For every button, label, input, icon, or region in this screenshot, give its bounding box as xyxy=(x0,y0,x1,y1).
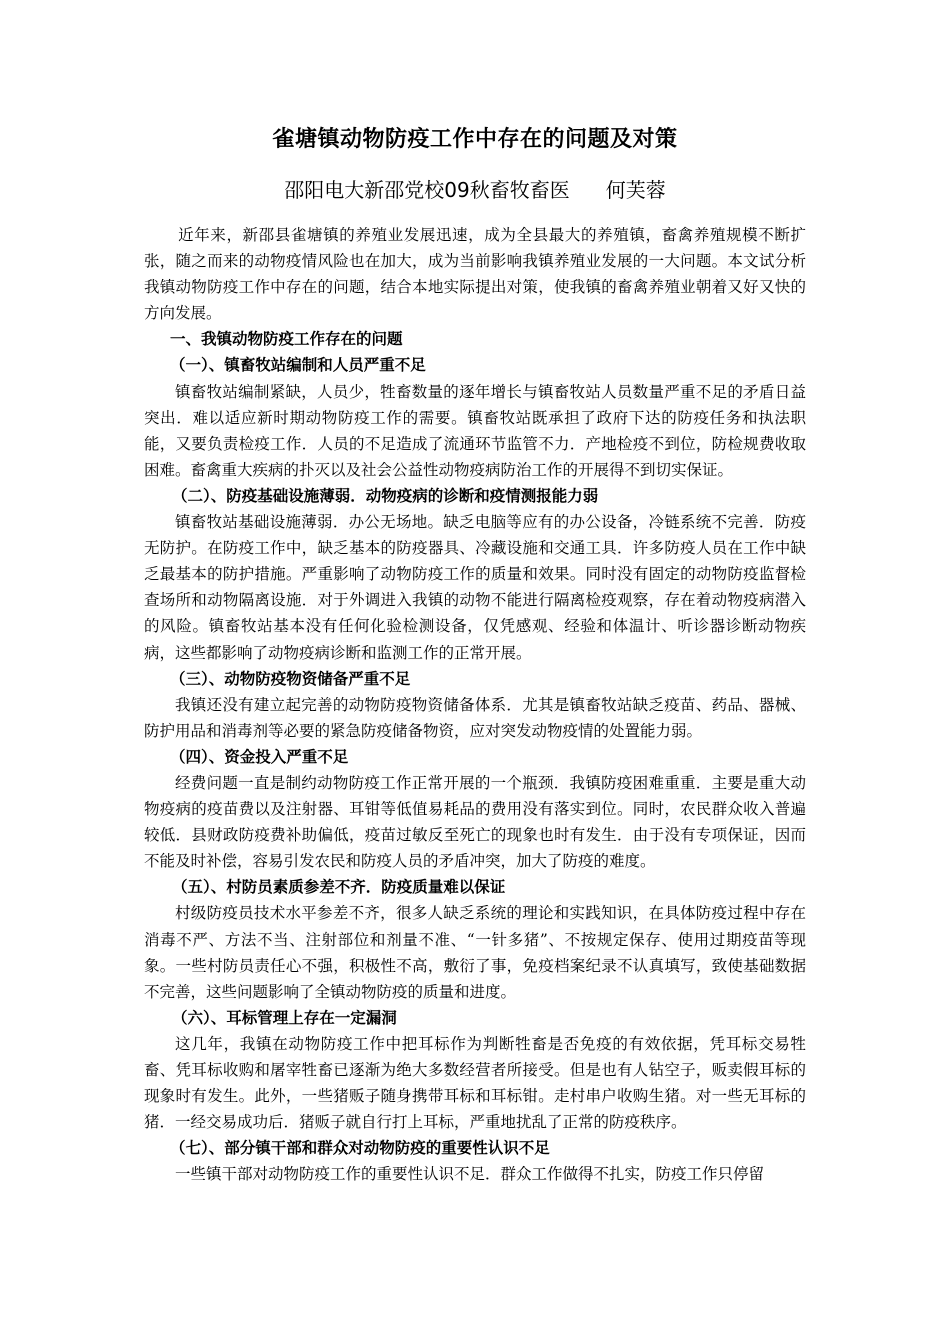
subsection-paragraph-6: 这几年，我镇在动物防疫工作中把耳标作为判断牲畜是否免疫的有效依据，凭耳标交易牲畜、凭耳标收购和屠宰牲畜已逐渐为绝大多数经营者所接受。但是也有人钻空子，贩卖假耳标的现象时有发生。此外，一些猪贩子随身携带耳标和耳标钳。走村串户收购生猪。对一些无耳标的猪．一经交易成功后．猪贩子就自行打上耳标，严重地扰乱了正常的防疫秩序。 xyxy=(144,1034,806,1132)
subsection-paragraph-4: 经费问题一直是制约动物防疫工作正常开展的一个瓶颈．我镇防疫困难重重．主要是重大动物疫病的疫苗费以及注射器、耳钳等低值易耗品的费用没有落实到位。同时，农民群众收入普遍较低．县财政防疫费补助偏低，疫苗过敏反至死亡的现象也时有发生．由于没有专项保证，因而不能及时补偿，容易引发农民和防疫人员的矛盾冲突，加大了防疫的难度。 xyxy=(144,773,806,871)
subsection-paragraph-2: 镇畜牧站基础设施薄弱．办公无场地。缺乏电脑等应有的办公设备，冷链系统不完善．防疫无防护。在防疫工作中，缺乏基本的防疫器具、冷藏设施和交通工具．许多防疫人员在工作中缺乏最基本的防护措施。严重影响了动物防疫工作的质量和效果。同时没有固定的动物防疫监督检查场所和动物隔离设施．对于外调进入我镇的动物不能进行隔离检疫观察，存在着动物疫病潜入的风险。镇畜牧站基本没有任何化验检测设备，仅凭感观、经验和体温计、听诊器诊断动物疾病，这些都影响了动物疫病诊断和监测工作的正常开展。 xyxy=(144,513,806,662)
subsection-heading-7: （七）、部分镇干部和群众对动物防疫的重要性认识不足 xyxy=(170,1138,550,1158)
author-line xyxy=(0,174,950,203)
document-title: 雀塘镇动物防疫工作中存在的问题及对策 xyxy=(272,126,678,152)
subsection-heading-5: （五）、村防员素质参差不齐．防疫质量难以保证 xyxy=(172,877,506,897)
intro-paragraph: 近年来，新邵县雀塘镇的养殖业发展迅速，成为全县最大的养殖镇，畜禽养殖规模不断扩张，随之而来的动物疫情风险也在加大，成为当前影响我镇养殖业发展的一大问题。本文试分析我镇动物防疫工作中存在的问题，结合本地实际提出对策，使我镇的畜禽养殖业朝着又好又快的方向发展。 xyxy=(144,226,806,323)
subsection-paragraph-1: 镇畜牧站编制紧缺，人员少，牲畜数量的逐年增长与镇畜牧站人员数量严重不足的矛盾日益突出．难以适应新时期动物防疫工作的需要。镇畜牧站既承担了政府下达的防疫任务和执法职能，又要负责检疫工作．人员的不足造成了流通环节监管不力．产地检疫不到位，防检规费收取困难。畜禽重大疾病的扑灭以及社会公益性动物疫病防治工作的开展得不到切实保证。 xyxy=(144,382,806,479)
subsection-heading-3: （三）、动物防疫物资储备严重不足 xyxy=(170,668,411,688)
document-body xyxy=(144,222,806,1187)
author-school: 邵阳电大新邵党校09秋畜牧畜医 xyxy=(284,178,570,202)
subsection-heading-6: （六）、耳标管理上存在一定漏洞 xyxy=(172,1007,397,1027)
subsection-paragraph-7: 一些镇干部对动物防疫工作的重要性认识不足．群众工作做得不扎实，防疫工作只停留 xyxy=(175,1165,765,1184)
section-heading-1: 一、我镇动物防疫工作存在的问题 xyxy=(170,329,403,349)
subsection-paragraph-5: 村级防疫员技术水平参差不齐，很多人缺乏系统的理论和实践知识，在具体防疫过程中存在消毒不严、方法不当、注射部位和剂量不准、“一针多猪”、不按规定保存、使用过期疫苗等现象。一些村防员责任心不强，积极性不高，敷衍了事，免疫档案纪录不认真填写，致使基础数据不完善，这些问题影响了全镇动物防疫的质量和进度。 xyxy=(144,904,806,1001)
subsection-heading-2: （二）、防疫基础设施薄弱．动物疫病的诊断和疫情测报能力弱 xyxy=(172,485,599,505)
subsection-heading-1: （一）、镇畜牧站编制和人员严重不足 xyxy=(170,355,426,375)
subsection-heading-4: （四）、资金投入严重不足 xyxy=(170,746,349,766)
subsection-paragraph-3: 我镇还没有建立起完善的动物防疫物资储备体系．尤其是镇畜牧站缺乏疫苗、药品、器械、防护用品和消毒剂等必要的紧急防疫储备物资，应对突发动物疫情的处置能力弱。 xyxy=(144,695,806,740)
author-name: 何芙蓉 xyxy=(605,178,666,202)
